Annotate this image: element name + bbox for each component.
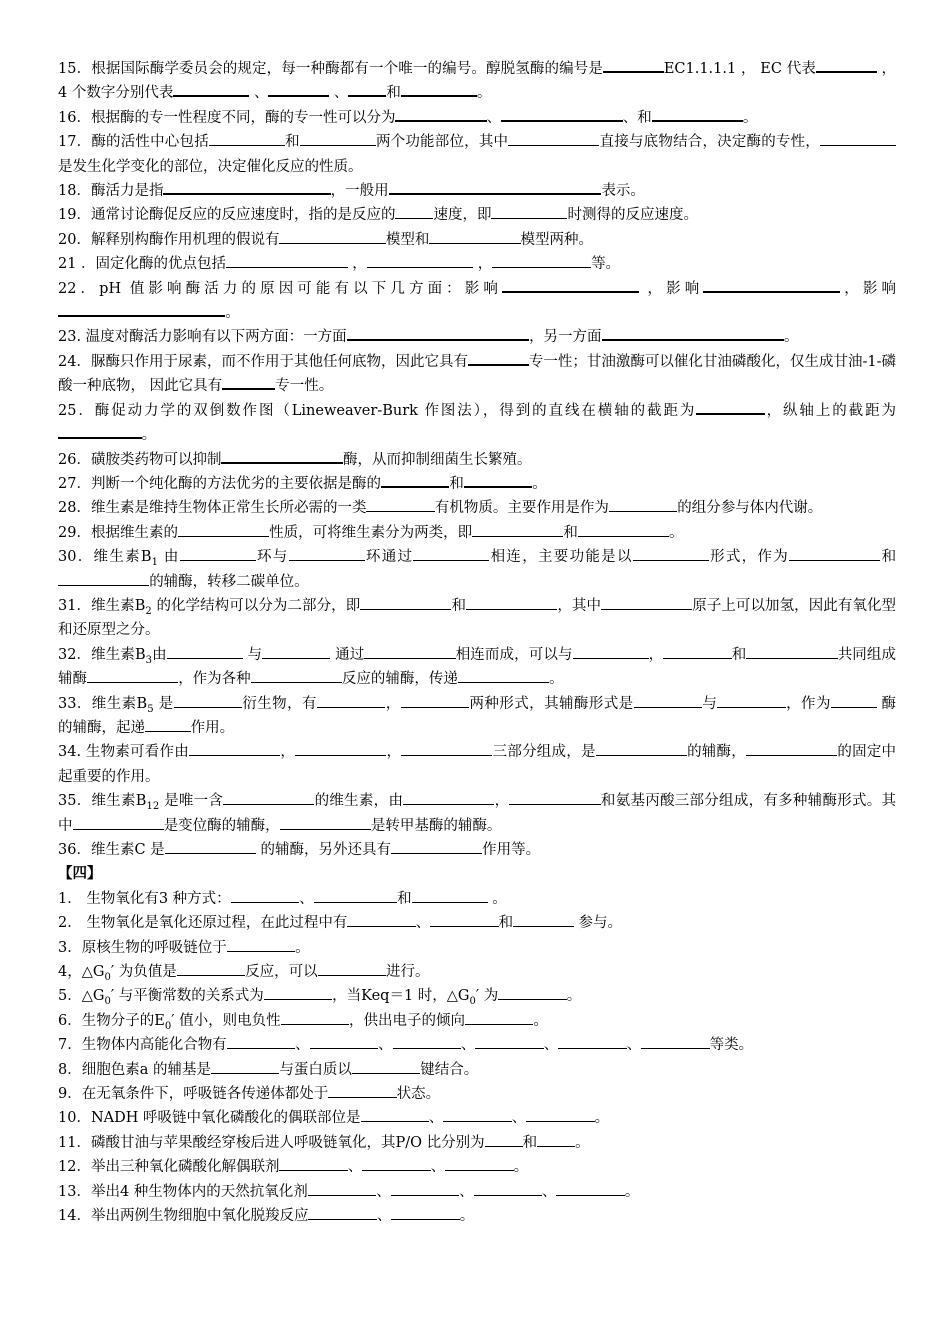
question-item: 35．维生素$B_{12}$ 是唯一含 的维生素，由 ， 和氨基丙酸三部分组成，有多种辅酶形式。其中 是变位酶的辅酶， 是转甲基酶的辅酶。 (58, 789, 896, 838)
question-item: 19．通常讨论酶促反应的反应速度时，指的是反应的 速度，即 时测得的反应速度。 (58, 203, 896, 227)
question-item: 27．判断一个纯化酶的方法优劣的主要依据是酶的 和 。 (58, 472, 896, 496)
question-item: 10．NADH 呼吸链中氧化磷酸化的偶联部位是 、 、 。 (58, 1106, 896, 1130)
question-item: 30．维生素$B_1$ 由 环与 环通过 相连，主要功能是以 形式，作为 和的辅酶，转移二碳单位。 (58, 545, 896, 594)
question-list (58, 57, 896, 1229)
question-item: 12．举出三种氧化磷酸化解偶联剂 、 、 。 (58, 1155, 896, 1179)
question-item: 3．原核生物的呼吸链位于 。 (58, 936, 896, 960)
question-item: 23. 温度对酶活力影响有以下两方面：一方面 ，另一方面 。 (58, 325, 896, 349)
question-item: 5．$\triangle G_0'$ 与平衡常数的关系式为 ，当Keq＝1 时，$\triangle G_0'$ 为 。 (58, 984, 896, 1008)
question-item: 24．脲酶只作用于尿素，而不作用于其他任何底物，因此它具有 专一性；甘油激酶可以催化甘油磷酸化，仅生成甘油-1-磷酸一种底物， 因此它具有 专一性。 (58, 350, 896, 399)
question-item: 26．磺胺类药物可以抑制 酶，从而抑制细菌生长繁殖。 (58, 448, 896, 472)
question-item: 16．根据酶的专一性程度不同，酶的专一性可以分为 、 、和 。 (58, 106, 896, 130)
question-item: 18．酶活力是指 ，一般用 表示。 (58, 179, 896, 203)
question-item: 1． 生物氧化有3 种方式： 、 和 。 (58, 887, 896, 911)
question-item: 15．根据国际酶学委员会的规定，每一种酶都有一个唯一的编号。醇脱氢酶的编号是 EC1.1.1.1 ， EC 代表 ， 4 个数字分别代表 、 、 和 。 (58, 57, 896, 106)
question-item: 17．酶的活性中心包括 和 两个功能部位，其中 直接与底物结合，决定酶的专性，是发生化学变化的部位，决定催化反应的性质。 (58, 130, 896, 179)
question-item: 32．维生素$B_3$由 与 通过 相连而成，可以与 ， 和 共同组成辅酶 ，作为各种 反应的辅酶，传递 。 (58, 643, 896, 692)
question-item: 25．酶促动力学的双倒数作图（Lineweaver-Burk 作图法），得到的直线在横轴的截距为 ，纵轴上的截距为。 (58, 399, 896, 448)
question-item: 20．解释别构酶作用机理的假说有 模型和 模型两种。 (58, 228, 896, 252)
question-item: 21 ．固定化酶的优点包括 ， ， 等。 (58, 252, 896, 276)
question-item: 7．生物体内高能化合物有 、 、 、 、 、 等类。 (58, 1033, 896, 1057)
question-item: 11．磷酸甘油与苹果酸经穿梭后进人呼吸链氧化，其P/O 比分别为 和 。 (58, 1131, 896, 1155)
question-item: 6．生物分子的$E_0'$ 值小，则电负性 ，供出电子的倾向 。 (58, 1009, 896, 1033)
question-item: 8．细胞色素a 的辅基是 与蛋白质以 键结合。 (58, 1058, 896, 1082)
section-heading: 【四】 (58, 865, 102, 883)
question-item: 29．根据维生素的 性质，可将维生素分为两类，即 和 。 (58, 521, 896, 545)
question-item: 14．举出两例生物细胞中氧化脱羧反应 、 。 (58, 1204, 896, 1228)
question-item: 31．维生素$B_2$ 的化学结构可以分为二部分，即 和 ，其中 原子上可以加氢，因此有氧化型和还原型之分。 (58, 594, 896, 643)
question-item: 33．维生素$B_5$ 是 衍生物，有 ， 两种形式，其辅酶形式是 与 ，作为 酶的辅酶，起递 作用。 (58, 692, 896, 741)
worksheet-page (58, 57, 896, 1229)
question-item: 9．在无氧条件下，呼吸链各传递体都处于 状态。 (58, 1082, 896, 1106)
question-item: 22．pH 值影响酶活力的原因可能有以下几方面：影响 ，影响 ，影响。 (58, 277, 896, 326)
question-item: 34. 生物素可看作由 ， ， 三部分组成，是 的辅酶， 的固定中起重要的作用。 (58, 740, 896, 789)
question-item: 4，$\triangle G_0'$ 为负值是 反应，可以 进行。 (58, 960, 896, 984)
question-item: 13．举出4 种生物体内的天然抗氧化剂 、 、 、 。 (58, 1180, 896, 1204)
question-item: 28．维生素是维持生物体正常生长所必需的一类 有机物质。主要作用是作为 的组分参与体内代谢。 (58, 496, 896, 520)
question-item: 36．维生素C 是 的辅酶，另外还具有 作用等。 (58, 838, 896, 862)
question-item: 2． 生物氧化是氧化还原过程，在此过程中有 、 和 参与。 (58, 911, 896, 935)
